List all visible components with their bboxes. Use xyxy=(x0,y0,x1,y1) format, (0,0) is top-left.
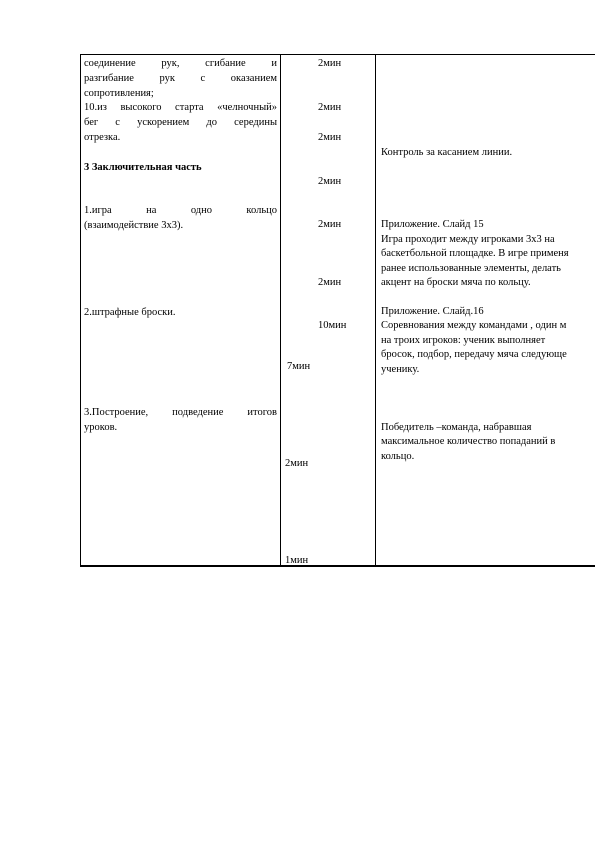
note-line: ученику. xyxy=(381,364,420,375)
note-line: Игра проходит между игроками 3х3 на xyxy=(381,234,555,245)
activity-line: сопротивления; xyxy=(84,88,154,99)
duration: 2мин xyxy=(318,132,342,143)
activity-line: 1.игра на одно кольцо xyxy=(84,205,277,216)
note-line: акцент на броски мяча по кольцу. xyxy=(381,277,531,288)
note-line: Соревнования между командами , один м xyxy=(381,320,567,331)
table-left-border xyxy=(80,54,81,567)
activity-line: уроков. xyxy=(84,422,118,433)
note-line: максимальное количество попаданий в xyxy=(381,436,556,447)
note-line: бросок, подбор, передачу мяча следующе xyxy=(381,349,567,360)
activity-line: отрезка. xyxy=(84,132,121,143)
section-heading: 3 Заключительная часть xyxy=(84,162,202,173)
note-line: Контроль за касанием линии. xyxy=(381,147,513,158)
table-bottom-border xyxy=(80,565,595,567)
note-line: ранее использованные элементы, делать xyxy=(381,263,561,274)
activity-line: разгибание рук с оказанием xyxy=(84,73,277,84)
note-line: Приложение. Слайд.16 xyxy=(381,306,484,317)
activity-line: (взаимодействие 3х3). xyxy=(84,220,184,231)
activity-line: соединение рук, сгибание и xyxy=(84,58,277,69)
duration: 2мин xyxy=(318,176,342,187)
note-line: Приложение. Слайд 15 xyxy=(381,219,484,230)
duration: 2мин xyxy=(318,277,342,288)
duration: 2мин xyxy=(318,102,342,113)
note-line: кольцо. xyxy=(381,451,415,462)
column-divider-1 xyxy=(280,54,281,567)
column-divider-2 xyxy=(375,54,376,567)
activity-line: 2.штрафные броски. xyxy=(84,307,176,318)
note-line: на троих игроков: ученик выполняет xyxy=(381,335,546,346)
duration: 2мин xyxy=(285,458,309,469)
note-line: баскетбольной площадке. В игре применя xyxy=(381,248,569,259)
duration: 7мин xyxy=(287,361,311,372)
note-line: Победитель –команда, набравшая xyxy=(381,422,532,433)
duration: 10мин xyxy=(318,320,347,331)
activity-line: бег с ускорением до середины xyxy=(84,117,277,128)
activity-line: 10.из высокого старта «челночный» xyxy=(84,102,277,113)
duration: 2мин xyxy=(318,219,342,230)
duration: 1мин xyxy=(285,555,309,566)
duration: 2мин xyxy=(318,58,342,69)
activity-line: 3.Построение, подведение итогов xyxy=(84,407,277,418)
table-top-border xyxy=(80,54,595,55)
